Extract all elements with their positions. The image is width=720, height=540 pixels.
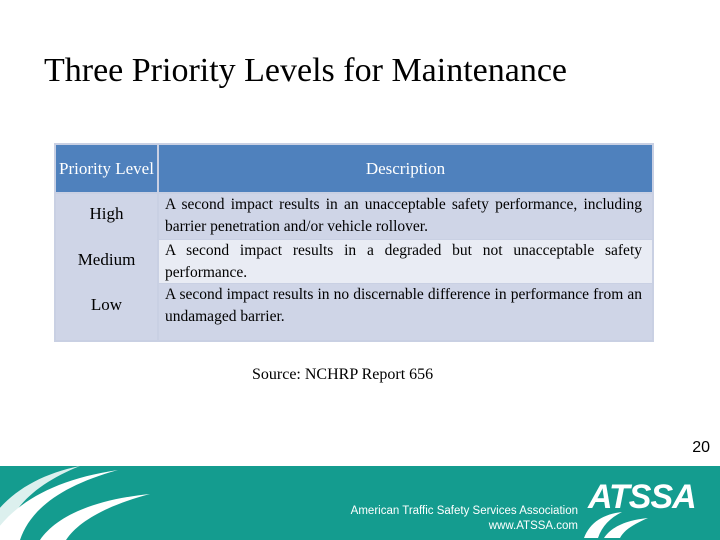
- road-swoosh-graphic: [0, 466, 160, 540]
- slide-title: Three Priority Levels for Maintenance: [44, 52, 568, 89]
- level-column: [56, 194, 157, 340]
- description-low: A second impact results in no discernable difference in performance from an undamaged barrier.: [159, 284, 652, 340]
- description-medium: A second impact results in a degraded but not unacceptable safety performance.: [159, 240, 652, 283]
- header-priority-level: Priority Level: [56, 145, 157, 192]
- level-medium: Medium: [77, 250, 136, 269]
- footer-banner: [0, 466, 720, 540]
- atssa-logo: [582, 478, 696, 538]
- page-number: 20: [692, 439, 710, 456]
- footer-text: [351, 504, 578, 534]
- level-low: Low: [90, 295, 123, 314]
- level-high: High: [89, 204, 124, 223]
- description-high: A second impact results in an unacceptable safety performance, including barrier penetration and/or vehicle rollover.: [159, 194, 652, 239]
- source-citation: Source: NCHRP Report 656: [252, 366, 434, 383]
- logo-text: ATSSA: [588, 478, 696, 516]
- priority-table: [54, 143, 654, 342]
- org-name: American Traffic Safety Services Association: [350, 505, 578, 517]
- header-description: Description: [159, 145, 652, 192]
- website-link[interactable]: www.ATSSA.com: [488, 520, 578, 532]
